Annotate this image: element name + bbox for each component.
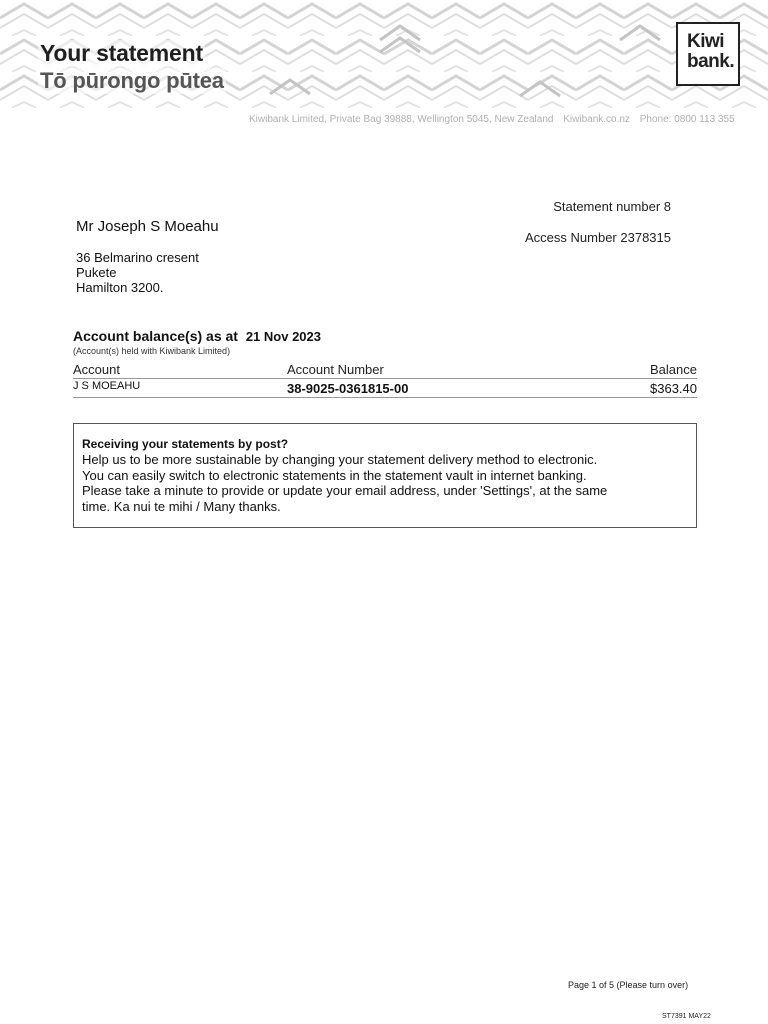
balance-heading [73, 328, 321, 344]
statement-title-maori: Tō pūrongo pūtea [40, 68, 224, 93]
customer-address [76, 250, 199, 295]
account-balance: $363.40 [650, 381, 697, 396]
notice-line: You can easily switch to electronic statements in the statement vault in internet banking. [82, 467, 587, 483]
kiwibank-logo [676, 22, 740, 86]
account-number: 38-9025-0361815-00 [287, 381, 409, 396]
bank-postal-address: Kiwibank Limited, Private Bag 39888, Wellington 5045, New Zealand [249, 114, 554, 125]
bank-website: Kiwibank.co.nz [563, 114, 630, 125]
statement-number: Statement number 8 [553, 199, 671, 214]
notice-line: Help us to be more sustainable by changing your statement delivery method to electronic. [82, 452, 598, 467]
address-line: Pukete [76, 265, 117, 280]
notice-body [82, 452, 686, 514]
balance-as-at-date: 21 Nov 2023 [245, 329, 321, 344]
form-code: ST7391 MAY22 [662, 1013, 711, 1020]
logo-text-line1: Kiwi [687, 31, 725, 52]
table-row [73, 379, 697, 398]
notice-line: time. Ka nui te mihi / Many thanks. [82, 498, 281, 514]
balance-subheading: (Account(s) held with Kiwibank Limited) [73, 346, 231, 356]
address-line: 36 Belmarino cresent [76, 250, 199, 265]
electronic-statements-notice [73, 423, 697, 528]
logo-text-line2: bank. [687, 51, 735, 72]
customer-name: Mr Joseph S Moeahu [76, 218, 219, 235]
address-line: Hamilton 3200. [76, 280, 164, 295]
balance-heading-label: Account balance(s) as at [73, 328, 238, 344]
account-holder-name: J S MOEAHU [73, 380, 141, 392]
account-balance-table [73, 361, 697, 398]
column-header-account: Account [73, 362, 120, 377]
bank-phone: Phone: 0800 113 355 [639, 114, 735, 125]
bank-contact-line [249, 114, 742, 125]
column-header-balance: Balance [650, 362, 697, 377]
statement-title-english: Your statement [40, 40, 203, 66]
table-header-row [73, 361, 697, 379]
column-header-account-number: Account Number [287, 362, 384, 377]
access-number: Access Number 2378315 [525, 230, 671, 245]
notice-title: Receiving your statements by post? [82, 437, 289, 451]
page-indicator: Page 1 of 5 (Please turn over) [568, 980, 689, 990]
notice-line: Please take a minute to provide or update your email address, under 'Settings', at the same [82, 483, 608, 498]
